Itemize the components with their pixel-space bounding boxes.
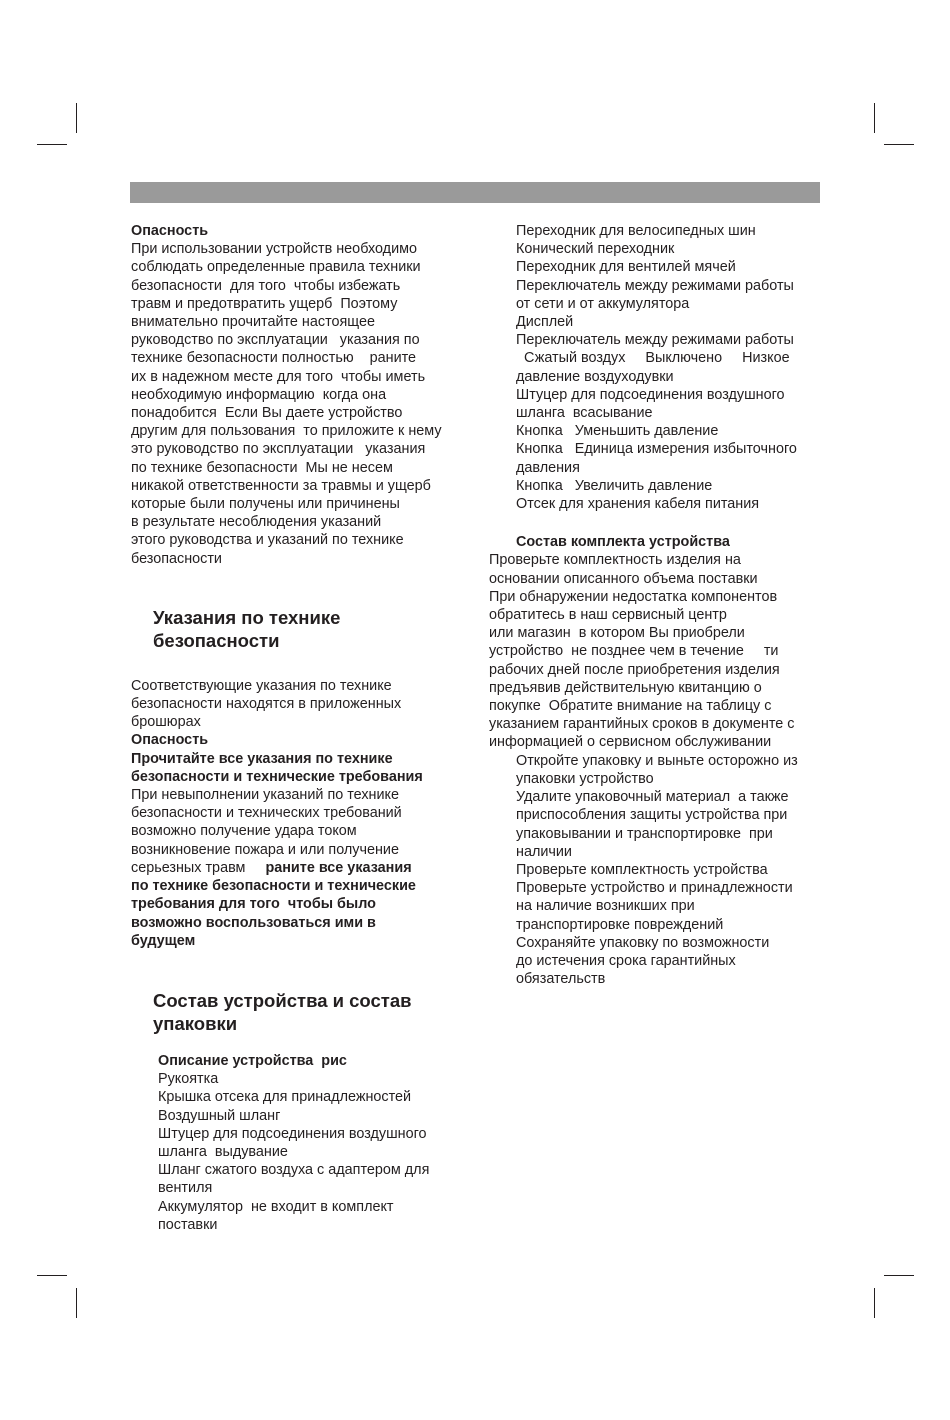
text-line: травм и предотвратить ущерб Поэтому bbox=[131, 295, 398, 312]
step-line: транспортировке повреждений bbox=[516, 916, 724, 933]
list-item: давления bbox=[516, 459, 580, 476]
text-line: При использовании устройств необходимо bbox=[131, 241, 418, 258]
crop-mark bbox=[37, 144, 67, 145]
step-line: на наличие возникших при bbox=[516, 898, 695, 915]
step-line: приспособления защиты устройства при bbox=[516, 807, 788, 824]
text-line: другим для пользования то приложите к нему bbox=[131, 423, 442, 440]
text-line: по технике безопасности Мы не несем bbox=[131, 459, 393, 476]
left-column bbox=[131, 222, 471, 1234]
step-line: Проверьте устройство и принадлежности bbox=[516, 880, 793, 897]
text-line: в результате несоблюдения указаний bbox=[131, 514, 382, 531]
step-line: Сохраняйте упаковку по возможности bbox=[516, 934, 770, 951]
text-line: обратитесь в наш сервисный центр bbox=[489, 607, 727, 624]
list-item: поставки bbox=[158, 1216, 218, 1233]
text-line: Соответствующие указания по технике bbox=[131, 677, 392, 694]
text-line: безопасности bbox=[131, 550, 222, 567]
list-item: Аккумулятор не входит в комплект bbox=[158, 1198, 394, 1215]
list-item: Воздушный шланг bbox=[158, 1107, 281, 1124]
text-line: соблюдать определенные правила техники bbox=[131, 259, 421, 276]
crop-mark bbox=[76, 1288, 77, 1318]
crop-mark bbox=[884, 1275, 914, 1276]
composition-section bbox=[131, 989, 471, 1234]
list-item: Кнопка Увеличить давление bbox=[516, 477, 713, 494]
section-heading: безопасности bbox=[153, 629, 280, 651]
warning-line: требования для того чтобы было bbox=[131, 896, 376, 913]
text-line: При обнаружении недостатка компонентов bbox=[489, 588, 778, 605]
list-item: Конический переходник bbox=[516, 241, 675, 258]
step-line: до истечения срока гарантийных bbox=[516, 952, 736, 969]
list-item: шланга всасывание bbox=[516, 405, 653, 422]
text-line: Проверьте комплектность изделия на bbox=[489, 552, 741, 569]
list-item: Штуцер для подсоединения воздушного bbox=[516, 386, 785, 403]
crop-mark bbox=[76, 103, 77, 133]
list-item: Штуцер для подсоединения воздушного bbox=[158, 1125, 427, 1142]
text-line: указанием гарантийных сроков в документе с bbox=[489, 716, 795, 733]
list-item: Дисплей bbox=[516, 314, 574, 331]
list-item: Крышка отсека для принадлежностей bbox=[158, 1089, 412, 1106]
text-line: необходимую информацию когда она bbox=[131, 386, 387, 403]
list-item: Отсек для хранения кабеля питания bbox=[516, 496, 760, 513]
text-line: руководство по эксплуатации указания по bbox=[131, 332, 420, 349]
text-line: безопасности находятся в приложенных bbox=[131, 696, 402, 713]
crop-mark bbox=[874, 103, 875, 133]
list-item: вентиля bbox=[158, 1180, 213, 1197]
danger-section bbox=[131, 222, 471, 568]
step-line: упаковывании и транспортировке при bbox=[516, 825, 773, 842]
step-line: упаковки устройство bbox=[516, 770, 654, 787]
list-item: от сети и от аккумулятора bbox=[516, 295, 690, 312]
warning-line: Прочитайте все указания по технике bbox=[131, 750, 393, 767]
list-item: Кнопка Единица измерения избыточного bbox=[516, 441, 797, 458]
crop-mark bbox=[884, 144, 914, 145]
kit-section bbox=[489, 533, 829, 988]
text-line: При невыполнении указаний по технике bbox=[131, 787, 399, 804]
text-line: предъявив действительную квитанцию о bbox=[489, 679, 762, 696]
text-line: или магазин в котором Вы приобрели bbox=[489, 625, 745, 642]
text-line: покупке Обратите внимание на таблицу с bbox=[489, 698, 772, 715]
section-heading: упаковки bbox=[153, 1012, 238, 1034]
step-line: Проверьте комплектность устройства bbox=[516, 861, 768, 878]
warning-line: безопасности и технические требования bbox=[131, 768, 423, 785]
text-line: этого руководства и указаний по технике bbox=[131, 532, 404, 549]
text-line: которые были получены или причинены bbox=[131, 496, 400, 513]
text-line: технике безопасности полностью раните bbox=[131, 350, 417, 367]
text-line: возникновение пожара и или получение bbox=[131, 841, 399, 858]
warning-line: возможно воспользоваться ими в bbox=[131, 914, 376, 931]
safety-section bbox=[131, 606, 471, 950]
danger-title: Опасность bbox=[131, 732, 209, 749]
text-line: это руководство по эксплуатации указания bbox=[131, 441, 426, 458]
list-item: Переключатель между режимами работы bbox=[516, 332, 794, 349]
text-line: безопасности для того чтобы избежать bbox=[131, 277, 401, 294]
mixed-bold: раните все указания bbox=[265, 859, 412, 876]
text-line: понадобится Если Вы даете устройство bbox=[131, 405, 403, 422]
crop-mark bbox=[37, 1275, 67, 1276]
text-line: рабочих дней после приобретения изделия bbox=[489, 661, 780, 678]
right-column bbox=[489, 222, 829, 988]
danger-title: Опасность bbox=[131, 223, 209, 239]
crop-mark bbox=[874, 1288, 875, 1318]
text-line: никакой ответственности за травмы и ущерб bbox=[131, 477, 431, 494]
list-item: давление воздуходувки bbox=[516, 368, 674, 385]
section-heading: Указания по технике bbox=[153, 606, 341, 628]
list-item: Сжатый воздух Выключено Низкое bbox=[516, 350, 790, 367]
step-line: Откройте упаковку и выньте осторожно из bbox=[516, 752, 798, 769]
warning-line: по технике безопасности и технические bbox=[131, 878, 416, 895]
text-line: основании описанного объема поставки bbox=[489, 570, 758, 587]
text-line: устройство не позднее чем в течение ти bbox=[489, 643, 779, 660]
subsection-title: Описание устройства рис bbox=[158, 1052, 347, 1069]
mixed-line bbox=[131, 859, 471, 877]
header-bar bbox=[130, 182, 820, 203]
section-heading: Состав устройства и состав bbox=[153, 989, 412, 1011]
list-item: Шланг сжатого воздуха с адаптером для bbox=[158, 1162, 430, 1179]
text-line: внимательно прочитайте настоящее bbox=[131, 314, 375, 331]
list-item: шланга выдувание bbox=[158, 1143, 288, 1160]
text-line: информацией о сервисном обслуживании bbox=[489, 734, 772, 751]
text-line: возможно получение удара током bbox=[131, 823, 357, 840]
list-item: Кнопка Уменьшить давление bbox=[516, 423, 719, 440]
list-item: Рукоятка bbox=[158, 1071, 219, 1088]
list-item: Переключатель между режимами работы bbox=[516, 277, 794, 294]
step-line: наличии bbox=[516, 843, 572, 860]
parts-list bbox=[489, 222, 829, 513]
list-item: Переходник для вентилей мячей bbox=[516, 259, 736, 276]
text-line: брошюрах bbox=[131, 714, 201, 731]
step-line: Удалите упаковочный материал а также bbox=[516, 789, 789, 806]
text-line: безопасности и технических требований bbox=[131, 805, 402, 822]
subsection-title: Состав комплекта устройства bbox=[516, 534, 730, 551]
step-line: обязательств bbox=[516, 971, 606, 988]
warning-line: будущем bbox=[131, 932, 196, 949]
text-line: их в надежном месте для того чтобы иметь bbox=[131, 368, 426, 385]
mixed-normal: серьезных травм bbox=[131, 859, 266, 876]
list-item: Переходник для велосипедных шин bbox=[516, 223, 756, 239]
